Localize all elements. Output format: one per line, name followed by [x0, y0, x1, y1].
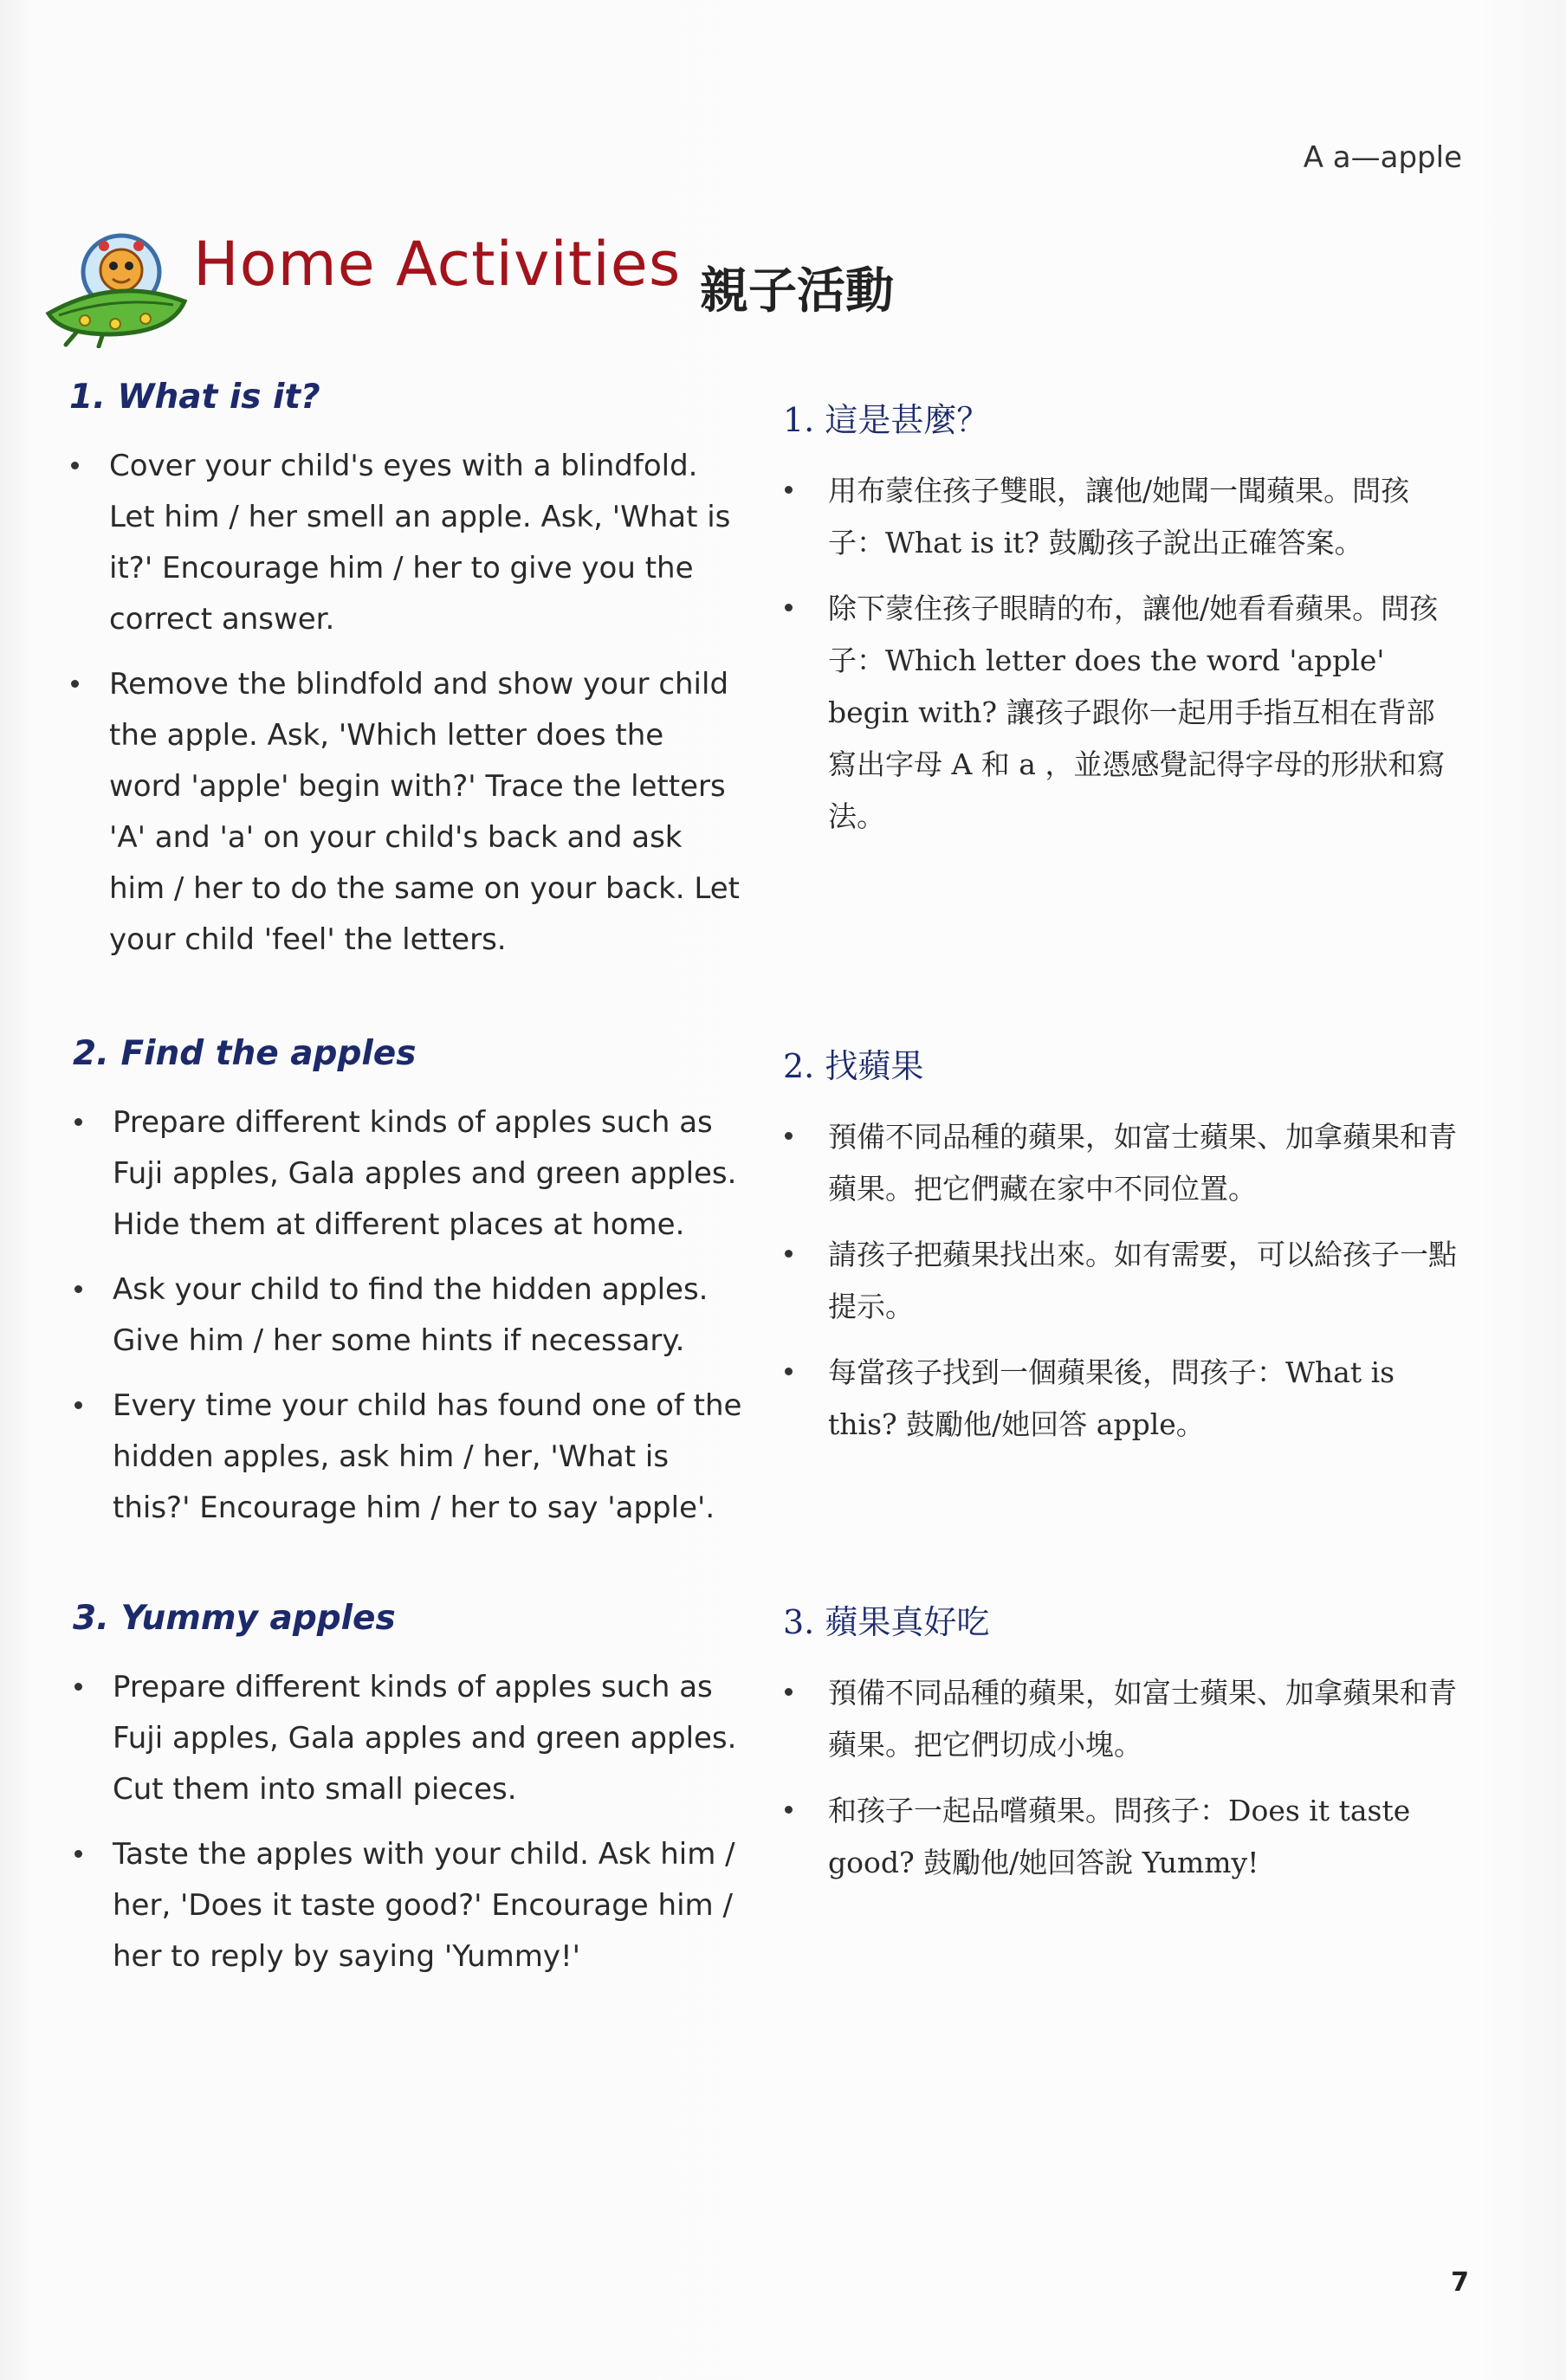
- list-item: [783, 583, 1459, 843]
- activity-list: [73, 1097, 748, 1534]
- list-item: [73, 1381, 748, 1534]
- activity-heading: 3. 蘋果真好吃: [783, 1603, 990, 1641]
- list-item-text: 預備不同品種的蘋果，如富士蘋果、加拿蘋果和青蘋果。把它們切成小塊。: [828, 1676, 1457, 1762]
- list-item-text: 請孩子把蘋果找出來。如有需要，可以給孩子一點提示。: [828, 1238, 1457, 1323]
- list-item-text: Prepare different kinds of apples such as Fuji apples, Gala apples and green apples. Hide them at different places at home.: [113, 1105, 737, 1242]
- bullet-icon: [71, 680, 79, 688]
- activity-heading: 3. Yummy apples: [73, 1599, 396, 1638]
- bullet-icon: [785, 1688, 793, 1696]
- activity-heading: 1. What is it?: [69, 378, 320, 417]
- bullet-icon: [785, 1368, 793, 1375]
- bullet-icon: [74, 1683, 82, 1691]
- list-item-text: Every time your child has found one of the hidden apples, ask him / her, 'What is this?' Encourage him / her to say 'apple'.: [113, 1388, 742, 1525]
- list-item: [73, 1662, 748, 1815]
- list-item: [783, 1347, 1459, 1451]
- list-item-text: Remove the blindfold and show your child the apple. Ask, 'Which letter does the word 'apple' begin with?' Trace the letters 'A' and 'a' on your child's back and ask him / her to do the same on your back. Let your child 'feel' the letters.: [109, 667, 740, 957]
- page-number: 7: [1451, 2267, 1469, 2298]
- activity-2-chinese: [783, 1039, 1459, 1465]
- ufo-alien-icon: [42, 218, 189, 348]
- list-item-text: Cover your child's eyes with a blindfold. Let him / her smell an apple. Ask, 'What is it?' Encourage him / her to give you the correct answer.: [109, 449, 731, 637]
- activity-list: [73, 1662, 748, 1982]
- running-head: A a—apple: [1303, 140, 1462, 175]
- activity-3-english: [73, 1599, 748, 1996]
- bullet-icon: [74, 1118, 82, 1126]
- list-item-text: Ask your child to find the hidden apples. Give him / her some hints if necessary.: [113, 1272, 709, 1358]
- title-row: [42, 218, 1081, 348]
- bullet-icon: [785, 1806, 793, 1814]
- activity-heading: 1. 這是甚麼？: [783, 401, 990, 439]
- list-item-text: 每當孩子找到一個蘋果後，問孩子：What is this? 鼓勵他/她回答 apple。: [828, 1355, 1395, 1441]
- bullet-icon: [785, 604, 793, 611]
- bullet-icon: [74, 1850, 82, 1858]
- activity-heading: 2. 找蘋果: [783, 1047, 924, 1085]
- list-item: [783, 1111, 1459, 1215]
- list-item: [69, 659, 745, 966]
- activity-list: [783, 1667, 1459, 1889]
- list-item-text: Taste the apples with your child. Ask him / her, 'Does it taste good?' Encourage him / her to reply by saying 'Yummy!': [113, 1837, 735, 1974]
- list-item: [73, 1264, 748, 1367]
- list-item-text: 除下蒙住孩子眼睛的布，讓他/她看看蘋果。問孩子：Which letter does the word 'apple' begin with? 讓孩子跟你一起用手指互相在背部寫出字母 A 和 a ，並憑感覺記得字母的形狀和寫法。: [828, 592, 1446, 833]
- list-item: [69, 441, 745, 645]
- list-item: [783, 1785, 1459, 1889]
- list-item: [783, 1229, 1459, 1333]
- bullet-icon: [74, 1401, 82, 1409]
- bullet-icon: [785, 1132, 793, 1140]
- list-item: [73, 1829, 748, 1982]
- activity-1-chinese: [783, 393, 1459, 857]
- bullet-icon: [71, 462, 79, 469]
- activity-list: [783, 465, 1459, 843]
- list-item-text: Prepare different kinds of apples such as Fuji apples, Gala apples and green apples. Cut them into small pieces.: [113, 1670, 737, 1807]
- list-item-text: 預備不同品種的蘋果，如富士蘋果、加拿蘋果和青蘋果。把它們藏在家中不同位置。: [828, 1120, 1457, 1206]
- bullet-icon: [785, 1250, 793, 1258]
- list-item: [783, 1667, 1459, 1771]
- list-item: [783, 465, 1459, 569]
- bullet-icon: [785, 486, 793, 494]
- activity-list: [783, 1111, 1459, 1451]
- activity-heading: 2. Find the apples: [73, 1034, 417, 1073]
- page-title-english: Home Activities: [193, 229, 682, 300]
- activity-3-chinese: [783, 1595, 1459, 1903]
- page-title-chinese: 親子活動: [700, 263, 894, 320]
- activity-1-english: [69, 378, 745, 980]
- bullet-icon: [74, 1285, 82, 1293]
- list-item-text: 和孩子一起品嚐蘋果。問孩子：Does it taste good? 鼓勵他/她回答說 Yummy!: [828, 1794, 1411, 1879]
- list-item-text: 用布蒙住孩子雙眼，讓他/她聞一聞蘋果。問孩子：What is it? 鼓勵孩子說出正確答案。: [828, 474, 1410, 559]
- list-item: [73, 1097, 748, 1251]
- activity-2-english: [73, 1034, 748, 1548]
- activity-list: [69, 441, 745, 966]
